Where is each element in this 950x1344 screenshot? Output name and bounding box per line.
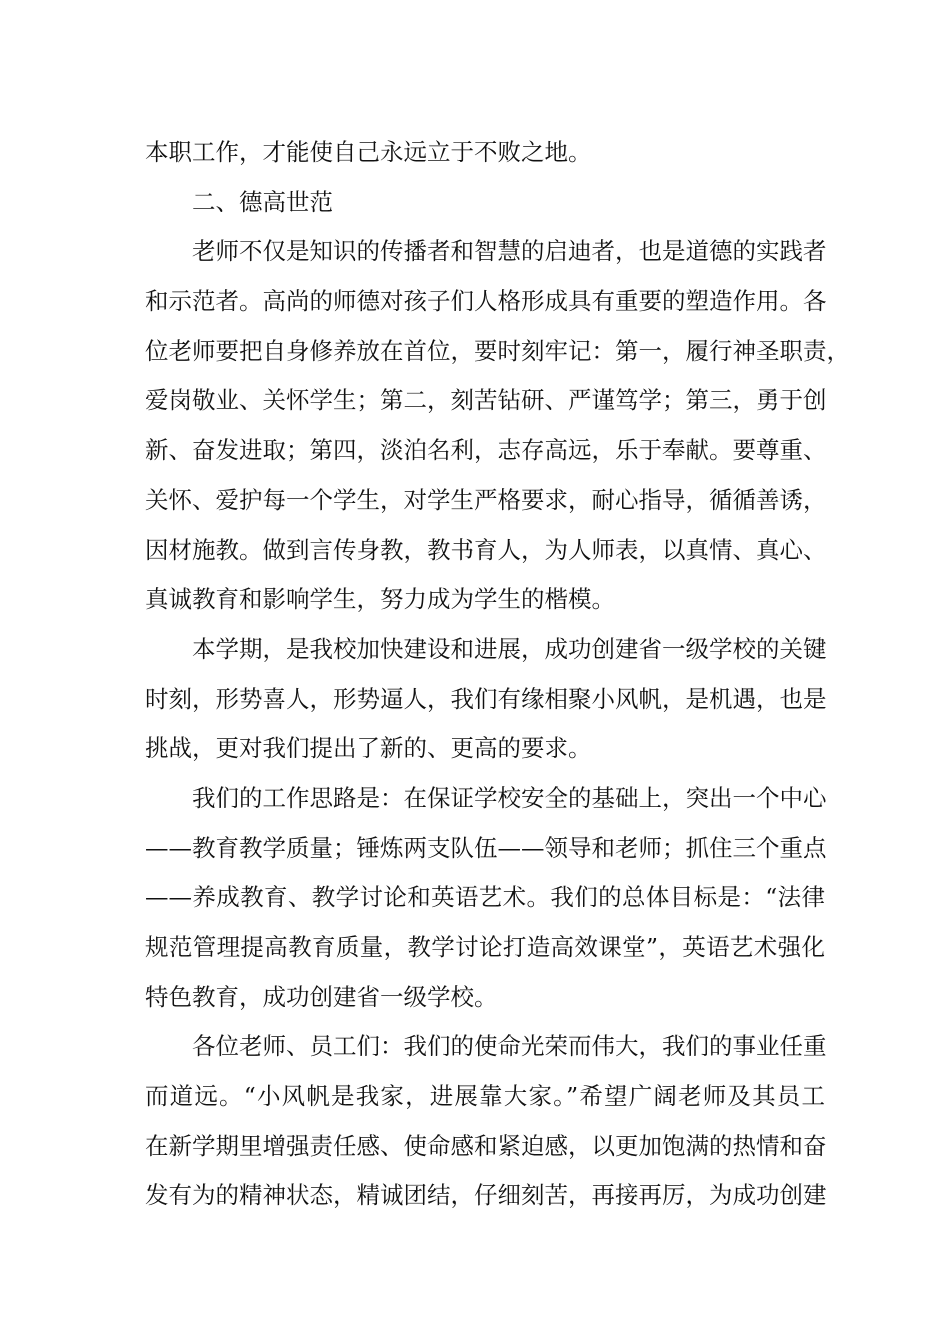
- text-line: 老师不仅是知识的传播者和智慧的启迪者，也是道德的实践者: [192, 237, 827, 266]
- text-line: 我们的工作思路是：在保证学校安全的基础上，突出一个中心: [192, 783, 827, 812]
- text-line: ——教育教学质量；锤炼两支队伍——领导和老师；抓住三个重点: [145, 833, 827, 862]
- text-line: 时刻，形势喜人，形势逼人，我们有缘相聚小风帆，是机遇，也是: [145, 684, 827, 713]
- text-line: 而道远。“小风帆是我家，进展靠大家。”希望广阔老师及其员工: [145, 1082, 825, 1111]
- text-line: 爱岗敬业、关怀学生；第二，刻苦钻研、严谨笃学；第三，勇于创: [145, 386, 827, 415]
- text-line: 各位老师、员工们：我们的使命光荣而伟大，我们的事业任重: [192, 1032, 827, 1061]
- text-line: 本学期，是我校加快建设和进展，成功创建省一级学校的关键: [192, 634, 827, 663]
- text-line: 在新学期里增强责任感、使命感和紧迫感，以更加饱满的热情和奋: [145, 1131, 827, 1160]
- text-line: 本职工作，才能使自己永远立于不败之地。: [145, 138, 592, 166]
- text-line: 新、奋发进取；第四，淡泊名利，志存高远，乐于奉献。要尊重、: [145, 436, 827, 465]
- section-heading: 二、德高世范: [192, 187, 333, 216]
- document-body: [145, 128, 850, 1221]
- text-line: ——养成教育、教学讨论和英语艺术。我们的总体目标是：“法律: [145, 883, 825, 912]
- text-line: 关怀、爱护每一个学生，对学生严格要求，耐心指导，循循善诱，: [145, 485, 827, 514]
- text-line: 特色教育，成功创建省一级学校。: [145, 982, 498, 1011]
- text-line: 发有为的精神状态，精诚团结，仔细刻苦，再接再厉，为成功创建: [145, 1181, 827, 1210]
- text-line: 真诚教育和影响学生，努力成为学生的楷模。: [145, 585, 615, 614]
- text-line: 因材施教。做到言传身教，教书育人，为人师表，以真情、真心、: [145, 535, 827, 564]
- text-line: 挑战，更对我们提出了新的、更高的要求。: [145, 734, 592, 763]
- text-line: 位老师要把自身修养放在首位，要时刻牢记：第一，履行神圣职责，: [145, 336, 850, 365]
- text-line: 和示范者。高尚的师德对孩子们人格形成具有重要的塑造作用。各: [145, 287, 827, 316]
- text-line: 规范管理提高教育质量，教学讨论打造高效课堂”，英语艺术强化: [145, 933, 825, 961]
